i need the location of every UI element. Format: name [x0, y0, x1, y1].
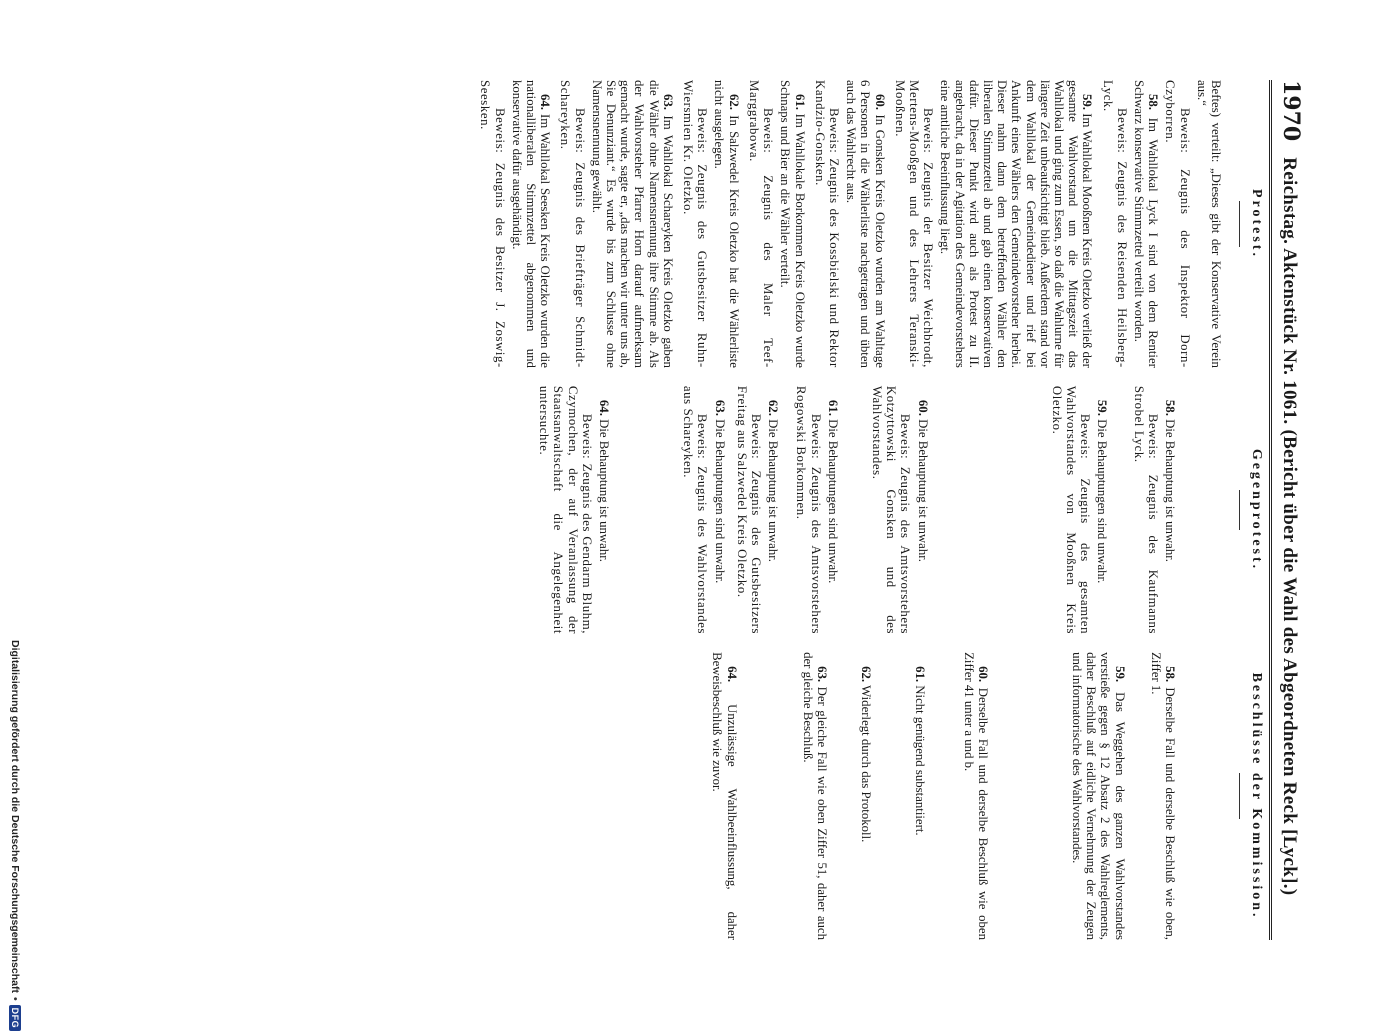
running-title: Reichstag. Aktenstück Nr. 1061. (Bericht über die Wahl des Abgeordneten Reck [Lyck].) — [1279, 157, 1300, 896]
beschluss-entry — [1070, 652, 1127, 940]
separator-dot: • — [9, 996, 21, 1001]
gegenprotest-entry — [735, 386, 781, 634]
entry-number: 64. — [596, 399, 611, 416]
funding-note: Digitalisierung gefördert durch die Deutsche Forschungsgemeinschaft — [9, 640, 21, 993]
entry-proof: Beweis: Zeugnis des Gutsbesitzer Ruhn-Wiersmien Kr. Oletzko. — [681, 80, 710, 368]
entry-text: Die Behauptungen sind unwahr. — [825, 419, 840, 584]
gegenprotest-entry — [870, 386, 930, 634]
protest-entry — [681, 80, 741, 368]
entry-text: In Gonsken Kreis Oletzko wurden am Wahltage 6 Personen in die Wählerliste nachgetragen und übten auch das Wahlrecht aus. — [844, 80, 887, 368]
entry-number: 61. — [792, 94, 807, 110]
protest-entry — [893, 80, 1095, 368]
page-header — [1269, 80, 1318, 940]
beschluss-entry — [859, 652, 873, 940]
entry-number: 59. — [1095, 399, 1110, 416]
entry-proof: Beweis: Zeugnis der Besitzer Weichbrodt, Mertens-Mooßgen und des Lehrers Teranski-Mooßnen. — [892, 80, 936, 368]
protest-heading: Protest. — [1235, 80, 1263, 368]
three-column-body — [143, 80, 1263, 940]
entry-number: 62. — [726, 94, 741, 110]
entry-proof: Beweis: Zeugnis des Gendarm Bluhm, Czymochen, der auf Veranlassung der Staatsanwaltschaft die Angelegenheit untersuchte. — [537, 385, 594, 635]
entry-proof: Beweis: Zeugnis des Gutsbesitzers Freitag aus Salzwedel Kreis Oletzko. — [734, 385, 763, 635]
protest-intro: Beftes) verteilt: „Dieses gibt der Konservative Verein aus.“ — [1194, 80, 1223, 368]
entry-text: In Salzwedel Kreis Oletzko hat die Wählerliste nicht ausgelegen. — [712, 80, 741, 368]
entry-text: Nicht genügend substantiiert. — [913, 685, 928, 836]
beschluss-entry — [710, 652, 738, 940]
entry-number: 63. — [660, 94, 675, 110]
dfg-logo-icon: DFG — [9, 1005, 21, 1031]
entry-text: Im Wahllokale Borkommen Kreis Oletzko wurde Schnaps und Bier an die Wähler verteilt. — [778, 80, 807, 368]
funding-footer — [9, 640, 21, 1031]
entry-number: 59. — [1080, 94, 1095, 110]
entry-text: Die Behauptung ist unwahr. — [1163, 419, 1177, 562]
entry-number: 60. — [975, 666, 990, 683]
protest-entry — [478, 80, 552, 368]
gegenprotest-heading: Gegenprotest. — [1235, 386, 1263, 634]
beschluesse-heading: Beschlüsse der Kommission. — [1235, 652, 1263, 940]
beschluss-entry — [1149, 652, 1177, 940]
protest-intro-proof: Beweis: Zeugnis des Inspektor Dorn-Czyborren. — [1163, 80, 1192, 368]
gegenprotest-entry — [1050, 386, 1110, 634]
beschluss-entry — [801, 652, 829, 940]
entry-text: Die Behauptungen sind unwahr. — [1095, 419, 1110, 584]
entry-proof: Beweis: Zeugnis des Wahlvorstandes aus Schareyken. — [681, 385, 710, 635]
entry-proof: Beweis: Zeugnis des Maler Teef-Marggrabowa. — [746, 80, 776, 368]
entry-text: Der gleiche Fall wie oben Ziffer 51, daher auch der gleiche Beschluß. — [800, 652, 829, 940]
entry-number: 61. — [825, 399, 840, 416]
entry-text: Die Behauptung ist unwahr. — [596, 419, 611, 562]
entry-text: Derselbe Fall und derselbe Beschluß wie oben Ziffer 41 unter a und b. — [961, 652, 990, 941]
gegenprotest-entry — [1131, 386, 1177, 634]
entry-text: Im Wahllokal Seesken Kreis Oletzko wurden die nationalliberalen Stimmzettel abgenommen und konservative dafür ausgehändigt. — [509, 80, 553, 368]
entry-proof: Beweis: Zeugnis des gesamten Wahlvorstandes von Mooßnen Kreis Oletzko. — [1049, 385, 1093, 635]
entry-number: 58. — [1146, 94, 1161, 110]
gegenprotest-entry — [681, 386, 727, 634]
protest-column — [143, 80, 1263, 368]
entry-text: Die Behauptungen sind unwahr. — [712, 419, 727, 584]
entry-text: Das Weggehen des ganzen Wahlvorstandes verstieße gegen § 12 Absatz 2 des Wahlreglements, daher Beschluß auf eidliche Vernehmung der Zeugen und informatorische des Wahlvorstandes. — [1069, 652, 1127, 940]
gegenprotest-column — [143, 386, 1263, 634]
entry-number: 64. — [724, 666, 739, 683]
protest-entry — [1100, 80, 1160, 368]
entry-text: Die Behauptung ist unwahr. — [915, 419, 930, 562]
entry-proof: Beweis: Zeugnis des Kaufmanns Strobel Lyck. — [1131, 385, 1160, 635]
entry-number: 63. — [712, 399, 727, 416]
entry-number: 59. — [1112, 666, 1127, 683]
beschluss-entry — [913, 652, 927, 940]
beschluss-entry — [961, 652, 989, 940]
entry-text: Im Wahllokal Lyck I sind von dem Rentier Schwarz konservative Stimmzettel verteilt worden. — [1131, 80, 1161, 368]
entry-number: 64. — [538, 94, 553, 110]
entry-text: Derselbe Fall und derselbe Beschluß wie oben, Ziffer 1. — [1148, 652, 1177, 940]
entry-number: 58. — [1163, 666, 1177, 683]
page-number: 1970 — [1278, 80, 1304, 142]
protest-entry — [747, 80, 807, 368]
gegenprotest-entry — [794, 386, 840, 634]
entry-number: 60. — [872, 94, 887, 110]
entry-proof: Beweis: Zeugnis des Besitzer J. Zoswig-Seesken. — [478, 80, 507, 368]
entry-proof: Beweis: Zeugnis des Kossbielski und Rektor Kandzio-Gonsken. — [812, 80, 841, 368]
protest-entry — [558, 80, 675, 368]
entry-text: Die Behauptung ist unwahr. — [766, 419, 781, 562]
entry-proof: Beweis: Zeugnis des Amtsvorstehers Kotzyttowski Gonsken und des Wahlvorstandes. — [869, 385, 913, 635]
entry-number: 61. — [913, 666, 928, 683]
entry-proof: Beweis: Zeugnis des Reisenden Heilsberg-Lyck. — [1100, 80, 1129, 368]
entry-proof: Beweis: Zeugnis des Amtsvorstehers Rogowski Borkommen. — [794, 385, 823, 635]
entry-text: Im Wahllokal Schareyken Kreis Oletzko gaben die Wähler ohne Namensnennung ihre Stimme ab. Als der Wahlvorsteher Pfarrer Horn darauf aufmerksam gemacht wurde, sagte er, „das machen wir unter uns ab, Sie Denunziant.“ Es wurde bis zum Schlusse ohne Namensnennung gewählt. — [589, 80, 675, 368]
entry-number: 62. — [859, 666, 874, 683]
protest-entry — [813, 80, 887, 368]
beschluesse-column — [143, 652, 1263, 940]
gegenprotest-entry — [537, 386, 611, 634]
entry-number: 62. — [766, 399, 781, 416]
entry-proof: Beweis: Zeugnis des Briefträger Schmidt-Schareyken. — [558, 80, 587, 368]
entry-text: Widerlegt durch das Protokoll. — [859, 685, 874, 843]
entry-number: 58. — [1163, 399, 1177, 416]
entry-number: 60. — [915, 399, 930, 416]
entry-text: Unzulässige Wahlbeeinflussung, daher Beweisbeschluß wie zuvor. — [710, 652, 739, 941]
entry-text: Im Wahllokal Mooßnen Kreis Oletzko verließ der gesamte Wahlvorstand um die Mittagszeit das Wahllokal und ging zum Essen, so daß die Wahlurne für längere Zeit unbeaufsichtigt blieb. Außerdem stand vor dem Wahllokal der Gemeindediener und rief bei Ankunft eines Wählers den Gemeindevorsteher herbei. Dieser nahm dann dem betreffenden Wähler den liberalen Stimmzettel ab und gab einen konservativen dafür. Dieser Punkt wird auch als Protest zu II. angebracht, da in der Agitation des Gemeindevorstehers eine amtliche Beeinflussung liegt. — [938, 80, 1095, 368]
entry-number: 63. — [814, 666, 829, 683]
